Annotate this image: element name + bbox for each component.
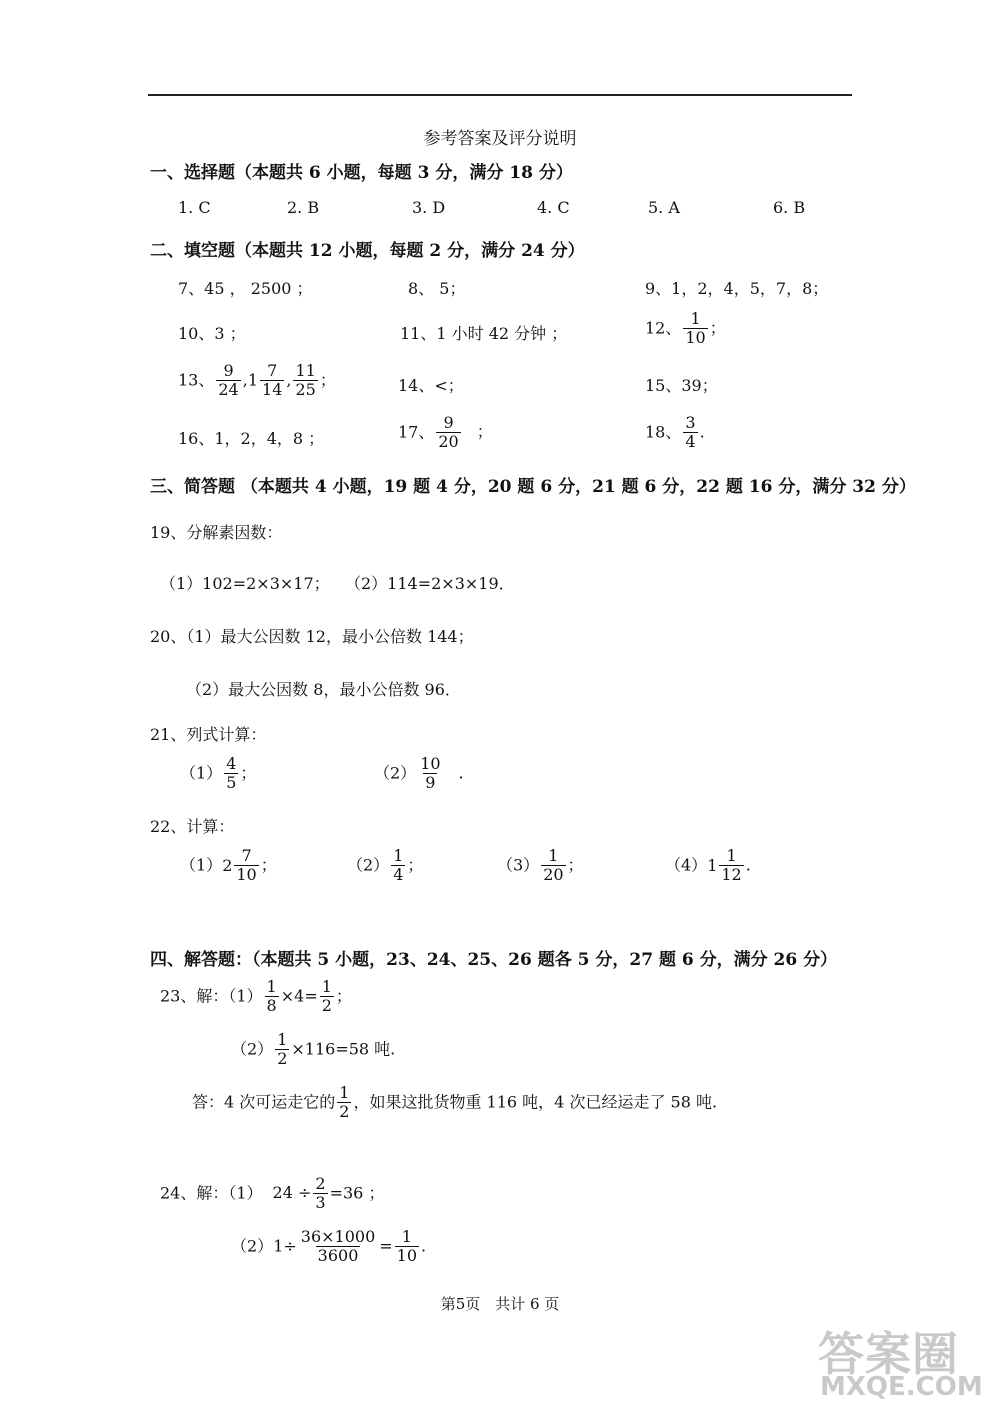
answer-8: 8、 5；	[408, 279, 466, 298]
section3-heading: 三、简答题 （本题共 4 小题，19 题 4 分，20 题 6 分，21 题 6 分，22 题 16 分，满分 32 分）	[150, 477, 916, 497]
fraction: $\frac{1}{2}$	[321, 977, 332, 1016]
label: 12、	[645, 318, 682, 338]
section2-heading: 二、填空题（本题共 12 小题，每题 2 分，满分 24 分）	[150, 241, 585, 261]
fraction: $\frac{1}{2}$	[339, 1083, 350, 1122]
q21-part1: （1） $\frac{4}{5}$ ；	[180, 754, 257, 793]
q19-title: 19、分解素因数：	[150, 523, 283, 542]
q23-part1: 23、解：（1） $\frac{1}{8}$ ×4= $\frac{1}{2}$ ；	[160, 977, 352, 1016]
fraction: $\frac{1}{10}$	[396, 1227, 418, 1266]
fraction: $\frac{4}{5}$	[226, 754, 237, 793]
answer-3: 3. D	[412, 198, 446, 217]
page-footer: 第5页 共计 6 页	[440, 1295, 560, 1313]
answer-14: 14、<；	[398, 376, 464, 395]
answer-16: 16、1，2，4，8 ；	[178, 429, 325, 448]
q21-part2: （2） $\frac{10}{9}$ ．	[374, 754, 475, 793]
answer-4: 4. C	[537, 198, 570, 217]
answer-11: 11、1 小时 42 分钟 ；	[400, 324, 568, 343]
q22-part4: （4） 1 $\frac{1}{12}$ .	[665, 846, 751, 885]
answer-7: 7、45 ， 2500 ；	[178, 279, 313, 298]
fraction: $\frac{10}{9}$	[420, 754, 441, 793]
fraction: $\frac{11}{25}$	[295, 361, 316, 400]
fraction: $\frac{7}{14}$	[262, 361, 283, 400]
section1-heading: 一、选择题（本题共 6 小题，每题 3 分，满分 18 分）	[150, 163, 573, 183]
answer-2: 2. B	[287, 198, 320, 217]
answer-12: 12、 $\frac{1}{10}$ ；	[645, 309, 726, 348]
watermark-url: MXQE.COM	[820, 1372, 983, 1402]
page-title: 参考答案及评分说明	[423, 129, 577, 149]
answer-10: 10、3 ；	[178, 324, 246, 343]
watermark-logo: 答案圈	[818, 1327, 959, 1381]
q22-part2: （2） $\frac{1}{4}$ ；	[347, 846, 424, 885]
q19-part2: （2）114=2×3×19．	[345, 574, 515, 593]
answer-6: 6. B	[773, 198, 806, 217]
q20-part1: 20、（1）最大公因数 12，最小公倍数 144；	[150, 627, 474, 646]
fraction: $\frac{1}{10}$	[685, 309, 706, 348]
answer-15: 15、39；	[645, 376, 718, 395]
fraction: $\frac{9}{20}$	[438, 413, 459, 452]
answer-1: 1. C	[178, 198, 211, 217]
q22-part1: （1） 2 $\frac{7}{10}$ ；	[180, 846, 277, 885]
fraction: $\frac{1}{20}$	[543, 846, 564, 885]
answer-9: 9、1，2，4，5，7，8；	[645, 279, 829, 298]
section4-heading: 四、解答题：（本题共 5 小题，23、24、25、26 题各 5 分，27 题 6 分，满分 26 分）	[150, 950, 838, 970]
q20-part2: （2）最大公因数 8，最小公倍数 96．	[186, 680, 461, 699]
top-rule	[148, 94, 852, 96]
q22-title: 22、计算：	[150, 817, 235, 836]
q24-part2: （2）1÷ $\frac{36\times 1000}{3600}$ = $\frac{1}{10}$ .	[231, 1227, 427, 1266]
fraction: $\frac{1}{4}$	[393, 846, 404, 885]
q21-title: 21、列式计算：	[150, 725, 267, 744]
q22-part3: （3） $\frac{1}{20}$ ；	[497, 846, 584, 885]
answer-17: 17、 $\frac{9}{20}$ ；	[398, 413, 493, 452]
q24-part1: 24、解：（1） 24 ÷ $\frac{2}{3}$ =36 ；	[160, 1174, 385, 1213]
fraction: $\frac{1}{12}$	[721, 846, 742, 885]
fraction: $\frac{1}{2}$	[277, 1030, 288, 1069]
q23-answer: 答：4 次可运走它的 $\frac{1}{2}$ ，如果这批货物重 116 吨，4 次已经运走了 58 吨.	[192, 1083, 718, 1122]
answer-5: 5. A	[648, 198, 680, 217]
q19-part1: （1）102=2×3×17；	[160, 574, 330, 593]
fraction: $\frac{1}{8}$	[266, 977, 277, 1016]
answer-13: 13、 $\frac{9}{24}$ ,1 $\frac{7}{14}$ , $\frac{11}{25}$ ；	[178, 361, 336, 400]
q23-part2: （2） $\frac{1}{2}$ ×116=58 吨.	[231, 1030, 396, 1069]
fraction: $\frac{2}{3}$	[315, 1174, 326, 1213]
fraction: $\frac{7}{10}$	[236, 846, 257, 885]
answer-18: 18、 $\frac{3}{4}$ .	[645, 413, 705, 452]
fraction: $\frac{36\times 1000}{3600}$	[300, 1227, 376, 1266]
fraction: $\frac{9}{24}$	[218, 361, 239, 400]
fraction: $\frac{3}{4}$	[685, 413, 696, 452]
